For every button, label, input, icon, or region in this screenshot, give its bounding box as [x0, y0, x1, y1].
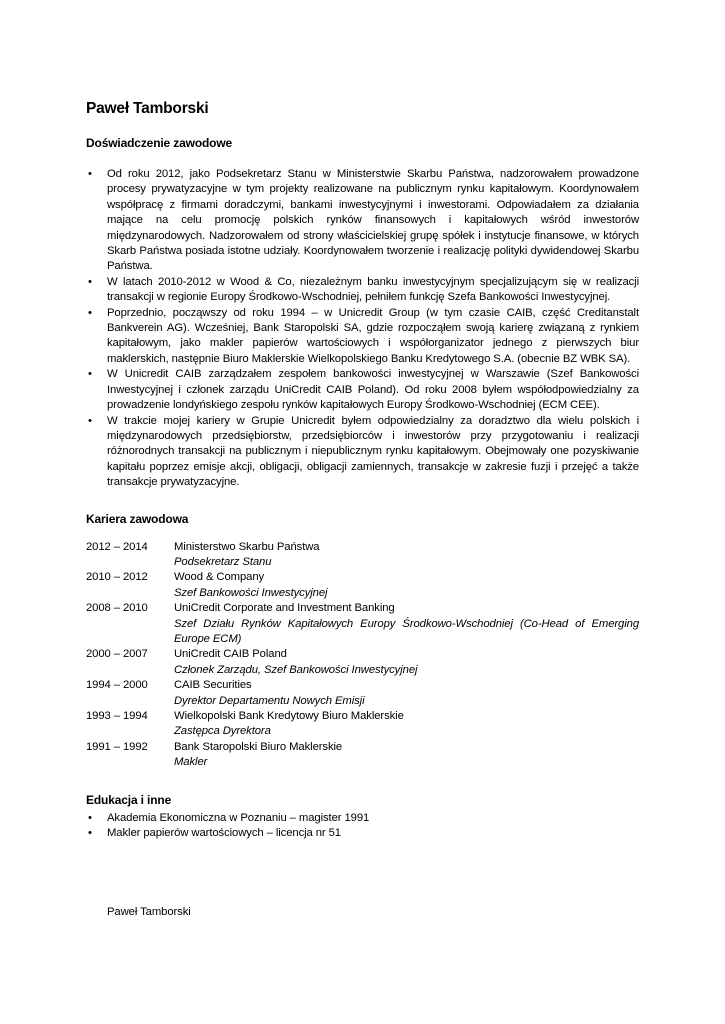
career-company: UniCredit Corporate and Investment Banking — [174, 602, 395, 615]
career-company: Wood & Company — [174, 571, 265, 584]
career-role: Zastępca Dyrektora — [174, 725, 271, 738]
career-row — [86, 540, 639, 571]
experience-item — [86, 367, 639, 413]
experience-item-text: W latach 2010-2012 w Wood & Co, niezależnym banku inwestycyjnym specjalizującym się w realizacji transakcji w regionie Europy Środkowo-Wschodniej, pełniłem funkcję Szefa Bankowości Inwestycyjnej. — [107, 275, 639, 304]
experience-item-text: Od roku 2012, jako Podsekretarz Stanu w Ministerstwie Skarbu Państwa, nadzorowałem prowadzone procesy prywatyzacyjne w tym projekty realizowane na publicznym rynku kapitałowym. Koordynowałem współpracę z firmami doradczymi, bankami inwestycyjnymi i inwestorami. Odpowiadałem za działania mające na celu promocję polskich rynków finansowych i kapitałowych wśród inwestorów międzynarodowych. Nadzorowałem od strony właścicielskiej grupę spółek i instytucje finansowe, w których Skarb Państwa posiada istotne udziały. Koordynowałem tworzenie i realizację polityki dywidendowej Skarbu Państwa. — [107, 168, 639, 273]
experience-item — [86, 306, 639, 368]
career-entry — [174, 709, 639, 740]
career-entry — [174, 601, 639, 647]
career-role: Członek Zarządu, Szef Bankowości Inwestycyjnej — [174, 663, 418, 676]
career-role: Podsekretarz Stanu — [174, 555, 272, 568]
education-item-text: Akademia Ekonomiczna w Poznaniu – magister 1991 — [107, 811, 370, 824]
experience-item-text: Poprzednio, począwszy od roku 1994 – w Unicredit Group (w tym czasie CAIB, część Creditanstalt Bankverein AG). Wcześniej, Bank Staropolski SA, gdzie rozpocząłem swoją karierę związaną z rynkiem kapitałowym, jako makler papierów wartościowych i współorganizator jednego z pierwszych biur maklerskich, następnie Biuro Maklerskie Wielkopolskiego Banku Kredytowego S.A. (obecnie BZ WBK SA). — [107, 306, 639, 365]
career-years: 1993 – 1994 — [86, 710, 148, 722]
career-row — [86, 740, 639, 771]
career-years: 2000 – 2007 — [86, 648, 148, 661]
career-years: 1994 – 2000 — [86, 679, 148, 692]
cv-name-title: Paweł Tamborski — [86, 100, 209, 117]
career-years: 2012 – 2014 — [86, 540, 148, 553]
career-table — [86, 540, 639, 771]
career-entry — [174, 540, 639, 571]
career-row — [86, 647, 639, 678]
career-company: CAIB Securities — [174, 679, 252, 692]
education-list — [86, 811, 639, 842]
career-company: Wielkopolski Bank Kredytowy Biuro Maklerskie — [174, 710, 404, 722]
bullet-icon: • — [88, 168, 92, 180]
education-item — [86, 826, 639, 842]
career-years: 2008 – 2010 — [86, 602, 148, 615]
career-row — [86, 601, 639, 647]
education-heading: Edukacja i inne — [86, 792, 172, 807]
bullet-icon: • — [88, 368, 92, 381]
career-role: Makler — [174, 756, 208, 769]
experience-heading: Doświadczenie zawodowe — [86, 136, 233, 150]
experience-item — [86, 414, 639, 491]
experience-item-text: W Unicredit CAIB zarządzałem zespołem bankowości inwestycyjnej w Warszawie (Szef Bankowości Inwestycyjnej i członek zarządu UniCredit CAIB Poland). Od roku 2008 byłem współodpowiedzialny za prowadzenie londyńskiego zespołu rynków kapitałowych Europy Środkowo-Wschodniej (ECM CEE). — [107, 368, 639, 412]
experience-item — [86, 275, 639, 306]
career-heading: Kariera zawodowa — [86, 511, 189, 526]
experience-list — [86, 167, 639, 491]
bullet-icon: • — [88, 827, 92, 840]
signature-name: Paweł Tamborski — [107, 905, 191, 918]
career-row — [86, 678, 639, 709]
career-row — [86, 709, 639, 740]
bullet-icon: • — [88, 275, 92, 288]
bullet-icon: • — [88, 811, 92, 824]
career-role: Szef Działu Rynków Kapitałowych Europy Środkowo-Wschodniej (Co-Head of Emerging Europe ECM) — [174, 617, 639, 645]
bullet-icon: • — [88, 414, 92, 427]
career-role: Dyrektor Departamentu Nowych Emisji — [174, 694, 365, 707]
career-company: UniCredit CAIB Poland — [174, 648, 287, 661]
career-role: Szef Bankowości Inwestycyjnej — [174, 586, 328, 599]
career-entry — [174, 678, 639, 709]
education-item — [86, 811, 639, 827]
career-entry — [174, 570, 639, 601]
education-item-text: Makler papierów wartościowych – licencja nr 51 — [107, 827, 341, 840]
experience-item-text: W trakcie mojej kariery w Grupie Unicredit byłem odpowiedzialny za doradztwo dla wielu polskich i międzynarodowych przedsiębiorstw, przedsiębiorców i inwestorów przy przygotowaniu i realizacji różnorodnych transakcji na publicznym i niepublicznym rynku kapitałowym. Obejmowały one pozyskiwanie kapitału poprzez emisje akcji, obligacji, obligacji zamiennych, transakcje w zakresie fuzji i przejęć a także transakcje prywatyzacyjne. — [107, 414, 639, 489]
career-entry — [174, 740, 639, 771]
experience-item — [86, 167, 639, 275]
career-company: Bank Staropolski Biuro Maklerskie — [174, 740, 343, 753]
career-entry — [174, 647, 639, 678]
bullet-icon: • — [88, 306, 92, 319]
career-company: Ministerstwo Skarbu Państwa — [174, 540, 320, 553]
career-years: 2010 – 2012 — [86, 571, 148, 584]
career-years: 1991 – 1992 — [86, 740, 148, 753]
cv-document — [86, 99, 639, 920]
career-row — [86, 570, 639, 601]
